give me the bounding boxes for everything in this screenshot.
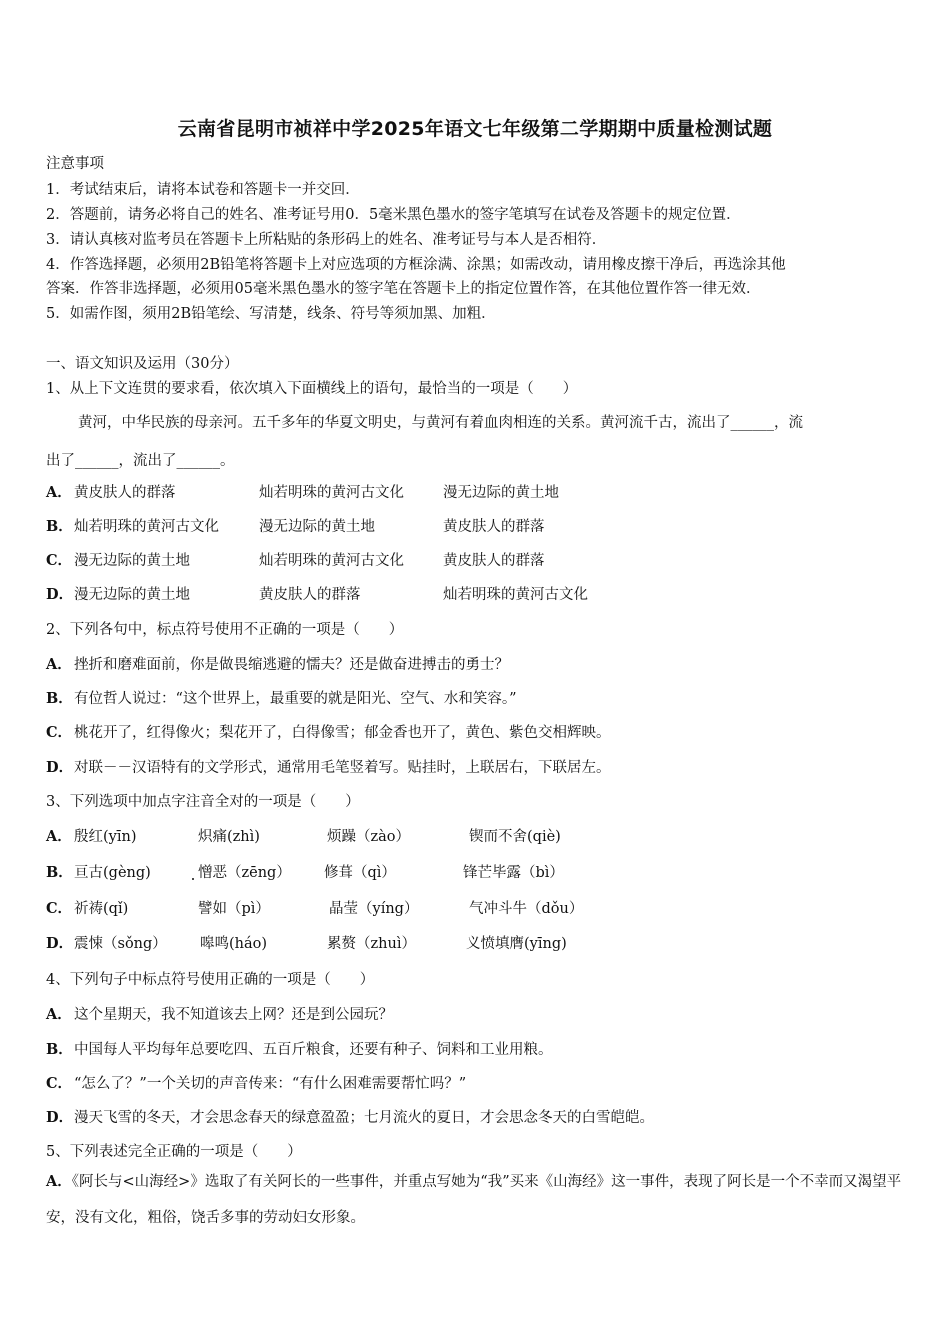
option-label: C． <box>46 1075 73 1092</box>
option-choice: 灿若明珠的黄河古文化 <box>74 519 219 535</box>
option-label: B． <box>46 864 73 881</box>
option-label: C． <box>46 724 73 741</box>
option-choice: 晶莹（yíng） <box>329 901 419 917</box>
option-choice: 黄皮肤人的群落 <box>259 587 361 603</box>
notice-item: 2．答题前，请务必将自己的姓名、准考证号用0．5毫米黑色墨水的签字笔填写在试卷及答题卡的规定位置． <box>46 207 741 223</box>
option-choice: 锋芒毕露（bì） <box>463 865 564 881</box>
question-stem: 1、从上下文连贯的要求看，依次填入下面横线上的语句，最恰当的一项是（ ） <box>46 381 578 397</box>
option-choice: 譬如（pì） <box>198 901 270 917</box>
option-label: B． <box>46 690 73 707</box>
option-choice: 锲而不舍(qiè) <box>469 829 561 845</box>
option-label: C． <box>46 900 73 917</box>
option-choice: 灿若明珠的黄河古文化 <box>259 553 404 569</box>
option-choice: 漫无边际的黄土地 <box>74 553 190 569</box>
option-choice: 憎恶（zēng） <box>198 865 291 881</box>
option-choice: 祈祷(qǐ) <box>74 901 129 917</box>
option-choice: 烦躁（zào） <box>327 829 411 845</box>
option-label: A． <box>46 1173 72 1190</box>
option-label: B． <box>46 1041 73 1058</box>
passage-line: 黄河，中华民族的母亲河。五千多年的华夏文明史，与黄河有着血肉相连的关系。黄河流千古，流出了______，流 <box>78 415 803 431</box>
option-choice: 殷红(yīn) <box>74 829 137 845</box>
notice-heading: 注意事项 <box>46 156 104 172</box>
question-stem: 3、下列选项中加点字注音全对的一项是（ ） <box>46 794 360 810</box>
option-choice: 亘古(gèng) <box>74 865 151 881</box>
option-choice: 震悚（sǒng） <box>74 936 167 952</box>
option-choice: 黄皮肤人的群落 <box>443 553 545 569</box>
option-text: 漫天飞雪的冬天，才会思念春天的绿意盈盈；七月流火的夏日，才会思念冬天的白雪皑皑。 <box>74 1110 654 1126</box>
option-label: D． <box>46 1109 74 1126</box>
option-choice: 漫无边际的黄土地 <box>74 587 190 603</box>
notice-item: 答案．作答非选择题，必须用05毫米黑色墨水的签字笔在答题卡上的指定位置作答，在其他位置作答一律无效． <box>46 281 761 297</box>
emphasis-dot <box>192 878 194 880</box>
option-choice: 漫无边际的黄土地 <box>259 519 375 535</box>
option-text: 中国每人平均每年总要吃四、五百斤粮食，还要有种子、饲料和工业用粮。 <box>74 1042 553 1058</box>
option-label: A． <box>46 828 72 845</box>
option-choice: 灿若明珠的黄河古文化 <box>443 587 588 603</box>
option-text: 这个星期天，我不知道该去上网？还是到公园玩？ <box>74 1007 393 1023</box>
notice-item: 1．考试结束后，请将本试卷和答题卡一并交回． <box>46 182 360 198</box>
section-heading: 一、语文知识及运用（30分） <box>46 356 239 372</box>
option-paragraph <box>46 1164 908 1236</box>
option-choice: 炽痛(zhì) <box>198 829 260 845</box>
option-choice: 漫无边际的黄土地 <box>443 485 559 501</box>
option-choice: 修葺（qì） <box>324 865 396 881</box>
option-label: A． <box>46 484 72 501</box>
option-label: D． <box>46 586 74 603</box>
option-choice: 气冲斗牛（dǒu） <box>469 901 584 917</box>
option-text: 挫折和磨难面前，你是做畏缩逃避的懦夫？还是做奋进搏击的勇士？ <box>74 657 509 673</box>
option-text: “怎么了？”一个关切的声音传来：“有什么困难需要帮忙吗？” <box>74 1076 467 1092</box>
question-stem: 5、下列表述完全正确的一项是（ ） <box>46 1144 302 1160</box>
option-label: C． <box>46 552 73 569</box>
option-label: D． <box>46 759 74 776</box>
option-choice: 义愤填膺(yīng) <box>466 936 567 952</box>
option-text: 对联－－汉语特有的文学形式，通常用毛笔竖着写。贴挂时，上联居右，下联居左。 <box>74 760 611 776</box>
option-label: A． <box>46 656 72 673</box>
option-label: D． <box>46 935 74 952</box>
option-choice: 嗥鸣(háo) <box>200 936 268 952</box>
notice-item: 5．如需作图，须用2B铅笔绘、写清楚，线条、符号等须加黑、加粗． <box>46 306 496 322</box>
option-choice: 灿若明珠的黄河古文化 <box>259 485 404 501</box>
notice-item: 3．请认真核对监考员在答题卡上所粘贴的条形码上的姓名、准考证号与本人是否相符． <box>46 232 607 248</box>
option-text: 《阿长与<山海经>》选取了有关阿长的一些事件，并重点写她为“我”买来《山海经》这一事件，表现了阿长是一个不幸而又渴望平安，没有文化，粗俗，饶舌多事的劳动妇女形象。 <box>46 1174 902 1226</box>
option-text: 桃花开了，红得像火；梨花开了，白得像雪；郁金香也开了，黄色、紫色交相辉映。 <box>74 725 611 741</box>
option-label: B． <box>46 518 73 535</box>
option-choice: 黄皮肤人的群落 <box>443 519 545 535</box>
option-choice: 累赘（zhuì） <box>327 936 416 952</box>
page-title: 云南省昆明市祯祥中学2025年语文七年级第二学期期中质量检测试题 <box>177 118 773 140</box>
question-stem: 2、下列各句中，标点符号使用不正确的一项是（ ） <box>46 622 404 638</box>
question-stem: 4、下列句子中标点符号使用正确的一项是（ ） <box>46 972 375 988</box>
option-choice: 黄皮肤人的群落 <box>74 485 176 501</box>
passage-line: 出了______，流出了______。 <box>46 453 235 469</box>
option-label: A． <box>46 1006 72 1023</box>
option-text: 有位哲人说过：“这个世界上，最重要的就是阳光、空气、水和笑容。” <box>74 691 517 707</box>
notice-item: 4．作答选择题，必须用2B铅笔将答题卡上对应选项的方框涂满、涂黑；如需改动，请用橡皮擦干净后，再选涂其他 <box>46 257 786 273</box>
